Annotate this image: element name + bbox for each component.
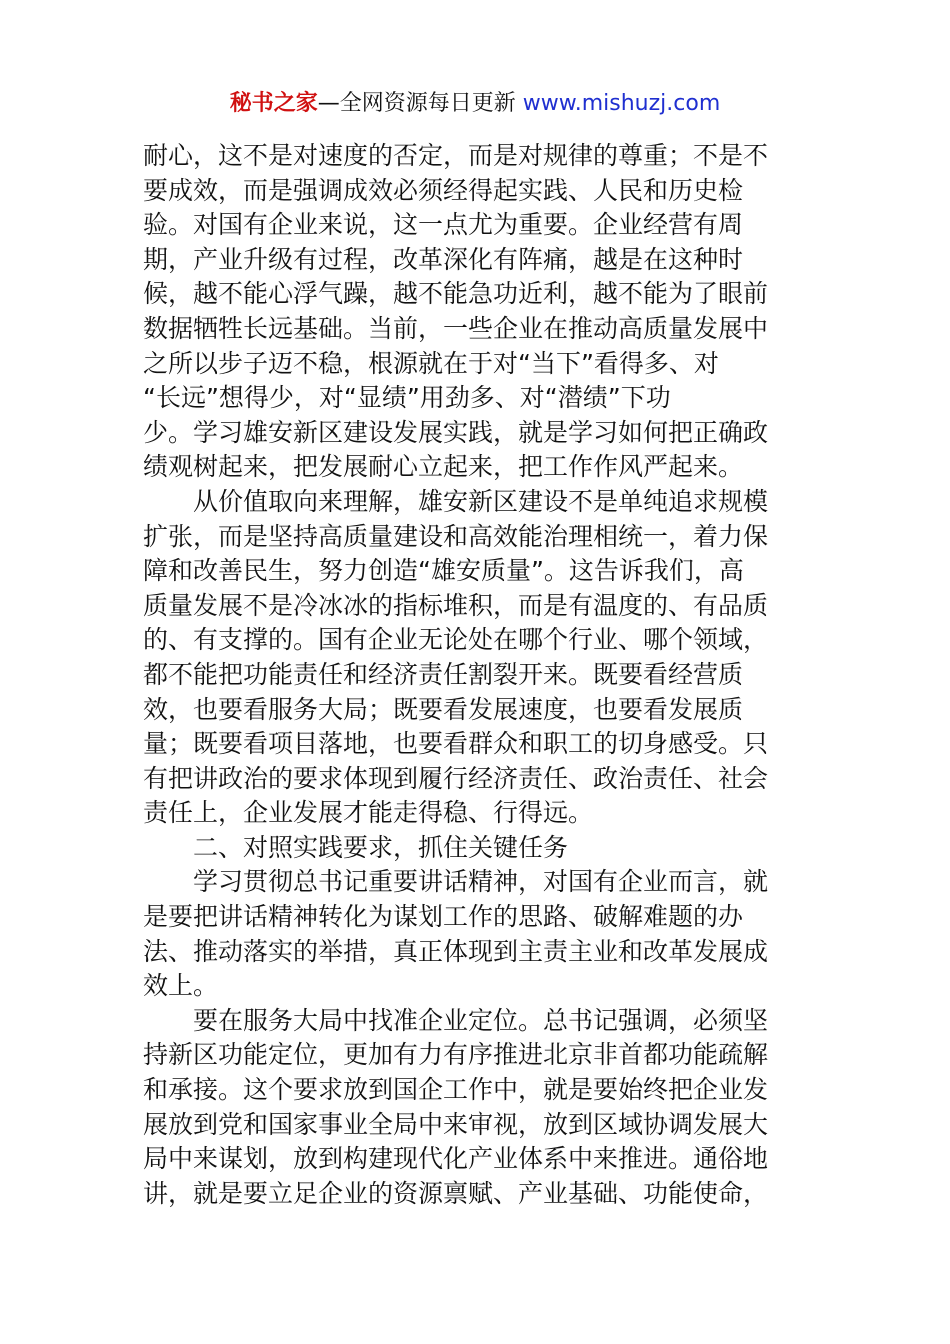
text-line: 耐心，这不是对速度的否定，而是对规律的尊重；不是不: [143, 141, 769, 170]
text-line: 局中来谋划，放到构建现代化产业体系中来推进。通俗地: [143, 1144, 769, 1174]
text-line: 候，越不能心浮气躁，越不能急功近利，越不能为了眼前: [143, 279, 769, 309]
document-body: [143, 139, 793, 1211]
text-line: 的、有支撑的。国有企业无论处在哪个行业、哪个领域，: [143, 625, 769, 655]
page-header: [0, 86, 950, 122]
text-line: “长远”想得少，对“显绩”用劲多、对“潜绩”下功: [143, 383, 671, 413]
text-line: 效，也要看服务大局；既要看发展速度，也要看发展质: [143, 694, 744, 724]
text-line: 之所以步子迈不稳，根源就在于对“当下”看得多、对: [143, 348, 719, 378]
text-line: 期，产业升级有过程，改革深化有阵痛，越是在这种时: [143, 244, 744, 274]
text-line: 和承接。这个要求放到国企工作中，就是要始终把企业发: [143, 1075, 769, 1105]
text-line: 障和改善民生，努力创造“雄安质量”。这告诉我们，高: [143, 556, 744, 586]
text-line: 有把讲政治的要求体现到履行经济责任、政治责任、社会: [143, 763, 769, 793]
text-line: 是要把讲话精神转化为谋划工作的思路、破解难题的办: [143, 902, 744, 932]
text-line: 质量发展不是冷冰冰的指标堆积，而是有温度的、有品质: [143, 590, 769, 620]
text-line: 展放到党和国家事业全局中来审视，放到区域协调发展大: [143, 1109, 769, 1139]
text-line: 都不能把功能责任和经济责任割裂开来。既要看经营质: [143, 659, 744, 689]
text-line: 数据牺牲长远基础。当前，一些企业在推动高质量发展中: [143, 313, 769, 343]
text-line: 持新区功能定位，更加有力有序推进北京非首都功能疏解: [143, 1040, 769, 1070]
text-line: 法、推动落实的举措，真正体现到主责主业和改革发展成: [143, 936, 769, 966]
site-url-link[interactable]: www.mishuzj.com: [522, 91, 721, 116]
text-line: 验。对国有企业来说，这一点尤为重要。企业经营有周: [143, 210, 744, 240]
site-brand: 秘书之家: [229, 91, 318, 116]
text-line: 少。学习雄安新区建设发展实践，就是学习如何把正确政: [143, 417, 769, 447]
text-line: 二、对照实践要求，抓住关键任务: [193, 832, 569, 862]
text-line: 责任上，企业发展才能走得稳、行得远。: [143, 798, 594, 828]
text-line: 要成效，而是强调成效必须经得起实践、人民和历史检: [143, 175, 744, 205]
text-line: 效上。: [143, 971, 219, 1001]
text-line: 扩张，而是坚持高质量建设和高效能治理相统一，着力保: [143, 521, 769, 551]
text-line: 要在服务大局中找准企业定位。总书记强调，必须坚: [193, 1005, 769, 1035]
text-line: 量；既要看项目落地，也要看群众和职工的切身感受。只: [143, 729, 769, 759]
text-line: 绩观树起来，把发展耐心立起来，把工作作风严起来。: [143, 452, 744, 482]
text-line: 从价值取向来理解，雄安新区建设不是单纯追求规模: [193, 486, 769, 516]
text-line: 学习贯彻总书记重要讲话精神，对国有企业而言，就: [193, 867, 769, 897]
site-tagline: —全网资源每日更新: [317, 91, 523, 116]
text-line: 讲，就是要立足企业的资源禀赋、产业基础、功能使命，: [143, 1178, 769, 1208]
